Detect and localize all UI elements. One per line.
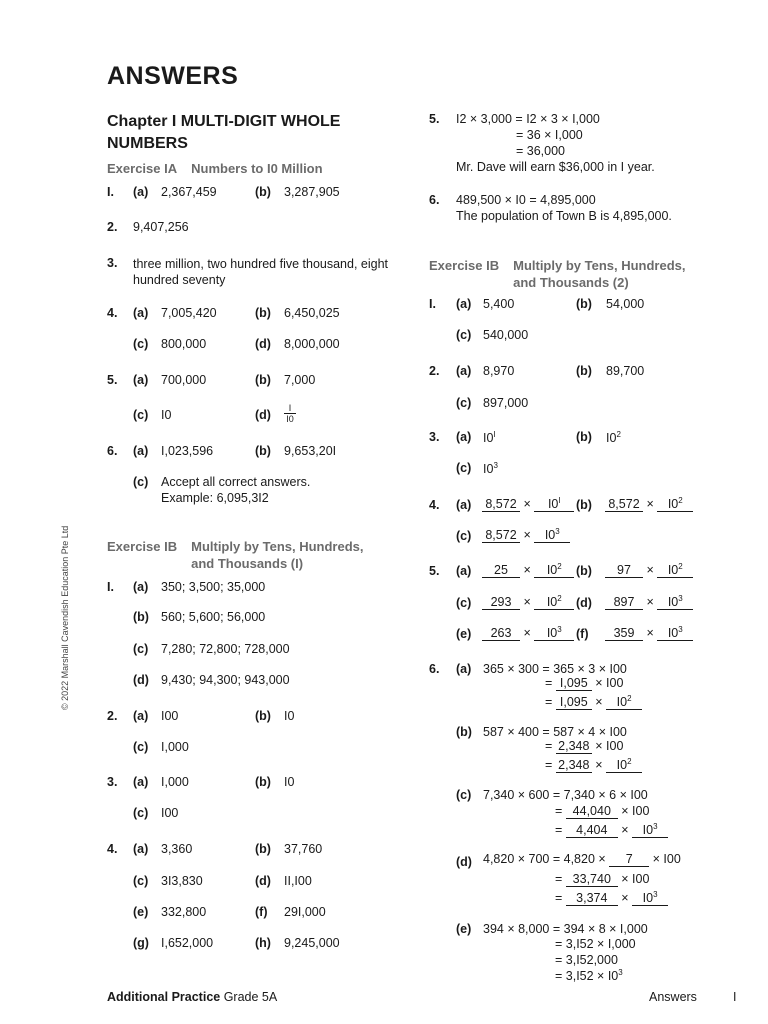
part-label: (a) bbox=[133, 580, 149, 594]
part-label: (b) bbox=[576, 364, 592, 378]
exercise-title-line: Multiply by Tens, Hundreds, bbox=[191, 539, 364, 554]
answer: 9,653,20I bbox=[284, 444, 337, 458]
working-text: 4,820 × 700 = 4,820 × bbox=[483, 852, 606, 866]
power-base: I0 bbox=[546, 626, 558, 641]
power-exponent: 2 bbox=[557, 562, 562, 571]
part-label: (c) bbox=[133, 874, 149, 888]
answer: I,000 bbox=[161, 740, 189, 754]
answer: I0 bbox=[284, 709, 295, 723]
working-text: = 3,I52 × I0 bbox=[555, 969, 619, 984]
blank: 7 bbox=[609, 852, 649, 867]
times-sign: × bbox=[523, 528, 531, 543]
answer: 8,000,000 bbox=[284, 337, 340, 351]
part-label: (c) bbox=[133, 337, 149, 351]
answer: I,652,000 bbox=[161, 936, 214, 950]
answer: 54,000 bbox=[606, 297, 645, 311]
question-number: 5. bbox=[429, 112, 440, 126]
answer: Accept all correct answers. bbox=[161, 475, 311, 489]
equals-sign: = bbox=[555, 823, 563, 838]
part-label: (c) bbox=[133, 475, 149, 489]
answer: I00 bbox=[161, 709, 179, 723]
answer: 560; 5,600; 56,000 bbox=[161, 610, 266, 624]
working-line: 365 × 300 = 365 × 3 × I00 bbox=[483, 662, 627, 676]
question-number: 3. bbox=[429, 430, 440, 444]
answer-blanks bbox=[605, 560, 693, 578]
power-exponent: I bbox=[493, 430, 496, 439]
answer: I,000 bbox=[161, 775, 189, 789]
power-base: I0 bbox=[616, 758, 628, 773]
answer: 2,367,459 bbox=[161, 185, 217, 199]
exercise-title-line: Multiply by Tens, Hundreds, bbox=[513, 258, 686, 273]
blank bbox=[534, 560, 574, 578]
power-base: I0 bbox=[546, 595, 558, 610]
answer: 6,450,025 bbox=[284, 306, 340, 320]
power-base: I0 bbox=[544, 528, 556, 543]
part-label: (d) bbox=[576, 596, 592, 610]
equals-sign: = bbox=[555, 804, 563, 818]
part-label: (e) bbox=[133, 905, 149, 919]
answer: 9,245,000 bbox=[284, 936, 340, 950]
power-base: I0 bbox=[606, 431, 617, 446]
part-label: (b) bbox=[456, 725, 472, 739]
copyright-notice: © 2022 Marshall Cavendish Education Pte Ltd bbox=[60, 525, 70, 710]
times-hundred: × I00 bbox=[595, 676, 624, 690]
working-line bbox=[555, 968, 623, 983]
equals-sign: = bbox=[555, 872, 563, 886]
answer: 7,005,420 bbox=[161, 306, 217, 320]
times-sign: × bbox=[523, 626, 531, 641]
part-label: (e) bbox=[456, 922, 472, 936]
power-base: I0 bbox=[667, 595, 679, 610]
blank bbox=[657, 623, 693, 641]
working-line bbox=[555, 820, 668, 838]
equals-sign: = bbox=[545, 758, 553, 773]
part-label: (b) bbox=[255, 444, 271, 458]
equals-sign: = bbox=[545, 695, 553, 710]
times-sign: × bbox=[646, 595, 654, 610]
part-label: (a) bbox=[133, 373, 149, 387]
answer: 350; 3,500; 35,000 bbox=[161, 580, 266, 594]
question-number: 2. bbox=[107, 220, 118, 234]
part-label: (b) bbox=[255, 373, 271, 387]
times-hundred: × I00 bbox=[652, 852, 681, 866]
power-base: I0 bbox=[642, 891, 654, 906]
part-label: (d) bbox=[133, 673, 149, 687]
question-number: 6. bbox=[429, 662, 440, 676]
blank: 2,348 bbox=[556, 758, 592, 773]
part-label: (a) bbox=[133, 775, 149, 789]
part-label: (a) bbox=[133, 185, 149, 199]
power-exponent: 3 bbox=[555, 527, 560, 536]
question-number: 4. bbox=[107, 842, 118, 856]
times-hundred: × I00 bbox=[595, 739, 624, 753]
answer: 3I3,830 bbox=[161, 874, 203, 888]
blank bbox=[657, 592, 693, 610]
part-label: (c) bbox=[133, 806, 149, 820]
power-exponent: 2 bbox=[616, 430, 621, 439]
part-label: (c) bbox=[133, 408, 149, 422]
exercise-title-line: and Thousands (2) bbox=[513, 275, 629, 290]
footer-section: Answers bbox=[649, 990, 697, 1004]
blank bbox=[657, 494, 693, 512]
answer: 29I,000 bbox=[284, 905, 326, 919]
power-base: I0 bbox=[547, 497, 559, 512]
blank: 8,572 bbox=[605, 497, 643, 512]
blank: 897 bbox=[605, 595, 643, 610]
question-number: 2. bbox=[429, 364, 440, 378]
answer: three million, two hundred five thousand, eight hundred seventy bbox=[133, 257, 389, 287]
working-line bbox=[545, 739, 623, 754]
blank: 4,404 bbox=[566, 823, 618, 838]
part-label: (b) bbox=[576, 564, 592, 578]
part-label: (c) bbox=[133, 642, 149, 656]
blank: 2,348 bbox=[556, 739, 592, 754]
part-label: (a) bbox=[456, 662, 472, 676]
exercise-code: Exercise IA bbox=[107, 161, 178, 176]
part-label: (d) bbox=[255, 337, 271, 351]
times-sign: × bbox=[621, 823, 629, 838]
power-exponent: 3 bbox=[678, 594, 683, 603]
answer: 700,000 bbox=[161, 373, 207, 387]
part-label: (c) bbox=[133, 740, 149, 754]
part-label: (b) bbox=[576, 498, 592, 512]
working-line: 489,500 × I0 = 4,895,000 bbox=[456, 193, 596, 207]
part-label: (b) bbox=[255, 775, 271, 789]
part-label: (b) bbox=[255, 842, 271, 856]
working-line bbox=[555, 804, 649, 819]
working-line bbox=[545, 676, 623, 691]
answer: Example: 6,095,3I2 bbox=[161, 491, 269, 505]
question-number: 2. bbox=[107, 709, 118, 723]
answer: I00 bbox=[161, 806, 179, 820]
question-number: 4. bbox=[107, 306, 118, 320]
question-number: 6. bbox=[107, 444, 118, 458]
part-label: (c) bbox=[456, 328, 472, 342]
working-line: = 3,I52,000 bbox=[555, 953, 618, 967]
part-label: (f) bbox=[576, 627, 589, 641]
times-sign: × bbox=[621, 891, 629, 906]
equals-sign: = bbox=[555, 891, 563, 906]
part-label: (c) bbox=[456, 461, 472, 475]
exercise-title bbox=[513, 257, 685, 291]
exercise-heading bbox=[107, 160, 323, 177]
blank: 44,040 bbox=[566, 804, 618, 819]
answer: 332,800 bbox=[161, 905, 207, 919]
answer-blanks bbox=[482, 494, 574, 512]
part-label: (a) bbox=[456, 364, 472, 378]
working-line: 587 × 400 = 587 × 4 × I00 bbox=[483, 725, 627, 739]
question-number: 5. bbox=[429, 564, 440, 578]
answer: 800,000 bbox=[161, 337, 207, 351]
answer-blanks bbox=[482, 525, 570, 543]
times-hundred: × I00 bbox=[621, 872, 650, 886]
power-base: I0 bbox=[546, 563, 558, 578]
answer: I0 bbox=[161, 408, 172, 422]
footer-book-title bbox=[107, 990, 277, 1004]
answer: 9,407,256 bbox=[133, 220, 189, 234]
times-sign: × bbox=[523, 595, 531, 610]
times-sign: × bbox=[646, 626, 654, 641]
working-line: = 36,000 bbox=[516, 144, 566, 158]
part-label: (b) bbox=[576, 297, 592, 311]
power-exponent: I bbox=[558, 496, 561, 505]
blank: 263 bbox=[482, 626, 520, 641]
equals-sign: = bbox=[545, 676, 553, 690]
part-label: (c) bbox=[456, 596, 472, 610]
part-label: (a) bbox=[133, 842, 149, 856]
question-number: I. bbox=[429, 297, 436, 311]
working-line: 7,340 × 600 = 7,340 × 6 × I00 bbox=[483, 788, 648, 802]
question-number: 6. bbox=[429, 193, 440, 207]
answer-blanks bbox=[482, 623, 574, 641]
working-line: 394 × 8,000 = 394 × 8 × I,000 bbox=[483, 922, 648, 936]
blank: 8,572 bbox=[482, 528, 520, 543]
power-exponent: 2 bbox=[678, 496, 683, 505]
answer: II,I00 bbox=[284, 874, 312, 888]
blank: I,095 bbox=[556, 695, 592, 710]
power-exponent: 3 bbox=[618, 968, 623, 977]
working-line: I2 × 3,000 = I2 × 3 × I,000 bbox=[456, 112, 600, 126]
blank bbox=[657, 560, 693, 578]
part-label: (d) bbox=[255, 874, 271, 888]
blank: 293 bbox=[482, 595, 520, 610]
equals-sign: = bbox=[545, 739, 553, 753]
part-label: (a) bbox=[456, 430, 472, 444]
power-exponent: 2 bbox=[557, 594, 562, 603]
blank bbox=[534, 494, 574, 512]
answer-blanks bbox=[605, 592, 693, 610]
power-exponent: 2 bbox=[627, 694, 632, 703]
working-line bbox=[545, 692, 642, 710]
part-label: (a) bbox=[133, 306, 149, 320]
part-label: (b) bbox=[255, 185, 271, 199]
power-exponent: 3 bbox=[557, 625, 562, 634]
exercise-code: Exercise IB bbox=[107, 539, 178, 554]
question-number: I. bbox=[107, 580, 114, 594]
answer bbox=[483, 461, 498, 476]
fraction-denominator: I0 bbox=[286, 414, 294, 424]
blank bbox=[606, 692, 642, 710]
times-sign: × bbox=[595, 758, 603, 773]
answer: 5,400 bbox=[483, 297, 515, 311]
exercise-title-line: and Thousands (I) bbox=[191, 556, 304, 571]
power-base: I0 bbox=[642, 823, 654, 838]
answer: 3,360 bbox=[161, 842, 193, 856]
blank: 8,572 bbox=[482, 497, 520, 512]
times-sign: × bbox=[523, 497, 531, 512]
times-sign: × bbox=[595, 695, 603, 710]
answer: 3,287,905 bbox=[284, 185, 340, 199]
footer-grade: Grade 5A bbox=[220, 990, 278, 1004]
blank: I,095 bbox=[556, 676, 592, 691]
blank bbox=[534, 623, 574, 641]
power-exponent: 3 bbox=[653, 890, 658, 899]
part-label: (b) bbox=[576, 430, 592, 444]
exercise-title bbox=[191, 538, 363, 572]
blank bbox=[534, 525, 570, 543]
power-exponent: 3 bbox=[678, 625, 683, 634]
question-number: 3. bbox=[107, 256, 118, 270]
part-label: (c) bbox=[456, 396, 472, 410]
question-number: 5. bbox=[107, 373, 118, 387]
part-label: (b) bbox=[255, 306, 271, 320]
answer: 9,430; 94,300; 943,000 bbox=[161, 673, 290, 687]
blank: 3,374 bbox=[566, 891, 618, 906]
blank: 359 bbox=[605, 626, 643, 641]
answer-statement: Mr. Dave will earn $36,000 in I year. bbox=[456, 160, 655, 174]
working-line bbox=[483, 852, 681, 867]
answer-blanks bbox=[605, 494, 693, 512]
working-line bbox=[555, 872, 649, 887]
part-label: (a) bbox=[456, 564, 472, 578]
part-label: (g) bbox=[133, 936, 149, 950]
fraction bbox=[284, 403, 296, 424]
part-label: (d) bbox=[456, 855, 472, 869]
answer-blanks bbox=[605, 623, 693, 641]
power-exponent: 2 bbox=[678, 562, 683, 571]
power-base: I0 bbox=[667, 563, 679, 578]
answer: I0 bbox=[284, 775, 295, 789]
question-number: 3. bbox=[107, 775, 118, 789]
answer-blanks bbox=[482, 592, 574, 610]
part-label: (d) bbox=[255, 408, 271, 422]
power-base: I0 bbox=[483, 462, 494, 477]
page-title: ANSWERS bbox=[107, 62, 239, 90]
fraction-numerator: I bbox=[288, 403, 292, 413]
part-label: (a) bbox=[456, 498, 472, 512]
blank bbox=[632, 888, 668, 906]
blank bbox=[632, 820, 668, 838]
exercise-title: Numbers to I0 Million bbox=[191, 161, 323, 176]
answer: 897,000 bbox=[483, 396, 529, 410]
times-sign: × bbox=[646, 563, 654, 578]
answer: 7,280; 72,800; 728,000 bbox=[161, 642, 290, 656]
power-exponent: 3 bbox=[653, 822, 658, 831]
chapter-heading: Chapter I MULTI-DIGIT WHOLE NUMBERS bbox=[107, 113, 341, 152]
power-exponent: 2 bbox=[627, 757, 632, 766]
working-line: = 3,I52 × I,000 bbox=[555, 937, 636, 951]
working-line bbox=[545, 755, 642, 773]
part-label: (c) bbox=[456, 529, 472, 543]
times-sign: × bbox=[646, 497, 654, 512]
answer bbox=[606, 430, 621, 445]
working-line bbox=[555, 888, 668, 906]
answer: 37,760 bbox=[284, 842, 323, 856]
power-exponent: 3 bbox=[493, 461, 498, 470]
answer-blanks bbox=[482, 560, 574, 578]
part-label: (e) bbox=[456, 627, 472, 641]
answer: 7,000 bbox=[284, 373, 316, 387]
answer: 540,000 bbox=[483, 328, 529, 342]
blank bbox=[534, 592, 574, 610]
part-label: (a) bbox=[456, 297, 472, 311]
exercise-heading bbox=[429, 257, 686, 291]
answer: 8,970 bbox=[483, 364, 515, 378]
answer: I,023,596 bbox=[161, 444, 214, 458]
part-label: (h) bbox=[255, 936, 271, 950]
part-label: (b) bbox=[133, 610, 149, 624]
footer-book-name: Additional Practice bbox=[107, 990, 221, 1004]
question-number: 4. bbox=[429, 498, 440, 512]
part-label: (f) bbox=[255, 905, 268, 919]
exercise-code: Exercise IB bbox=[429, 258, 500, 273]
answer-statement: The population of Town B is 4,895,000. bbox=[456, 209, 672, 223]
answer bbox=[483, 430, 496, 445]
part-label: (c) bbox=[456, 788, 472, 802]
part-label: (a) bbox=[133, 444, 149, 458]
power-base: I0 bbox=[483, 431, 494, 446]
blank bbox=[606, 755, 642, 773]
times-hundred: × I00 bbox=[621, 804, 650, 818]
part-label: (a) bbox=[133, 709, 149, 723]
power-base: I0 bbox=[616, 695, 628, 710]
power-base: I0 bbox=[667, 626, 679, 641]
working-line: = 36 × I,000 bbox=[516, 128, 583, 142]
part-label: (b) bbox=[255, 709, 271, 723]
page-number: I bbox=[733, 990, 737, 1004]
exercise-heading bbox=[107, 538, 364, 572]
answer: 89,700 bbox=[606, 364, 645, 378]
power-base: I0 bbox=[667, 497, 679, 512]
blank: 25 bbox=[482, 563, 520, 578]
question-number: I. bbox=[107, 185, 114, 199]
blank: 33,740 bbox=[566, 872, 618, 887]
times-sign: × bbox=[523, 563, 531, 578]
blank: 97 bbox=[605, 563, 643, 578]
